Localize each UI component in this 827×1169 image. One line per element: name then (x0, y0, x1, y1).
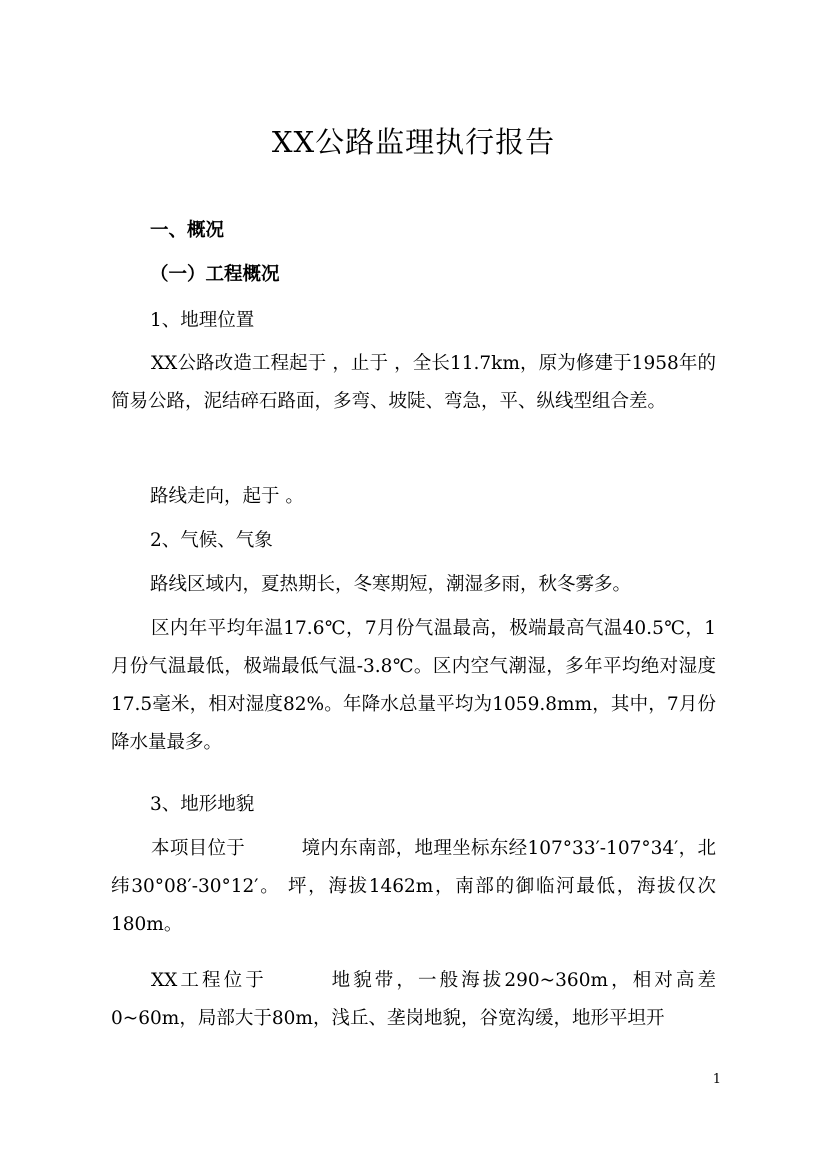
paragraph-terrain-landform: XX工程位于 地貌带，一般海拔290~360m，相对高差0~60m，局部大于80m，浅丘、垄岗地貌，谷宽沟缓，地形平坦开 (111, 970, 716, 1029)
paragraph-climate-summary: 路线区域内，夏热期长，冬寒期短，潮湿多雨，秋冬雾多。 (150, 574, 632, 595)
paragraph-route: 路线走向，起于 。 (150, 486, 304, 507)
paragraph-terrain-location: 本项目位于 境内东南部，地理坐标东经107°33′-107°34′，北纬30°08′-30°12′。 坪，海拔1462m，南部的御临河最低，海拔仅次180m。 (111, 838, 716, 935)
page-number: 1 (712, 1072, 721, 1087)
paragraph-climate-detail: 区内年平均年温17.6℃，7月份气温最高，极端最高气温40.5℃，1月份气温最低，极端最低气温-3.8℃。区内空气潮湿，多年平均绝对湿度17.5毫米，相对湿度82%。年降水总量平均为1059.8mm，其中，7月份降水量最多。 (111, 618, 716, 753)
section-heading: 一、概况 (150, 220, 225, 241)
item-heading-location: 1、地理位置 (150, 310, 255, 331)
subsection-heading: （一）工程概况 (150, 264, 280, 285)
item-heading-climate: 2、气候、气象 (150, 530, 273, 551)
paragraph-location: XX公路改造工程起于 ，止于 ，全长11.7km，原为修建于1958年的简易公路，泥结碎石路面，多弯、坡陡、弯急，平、纵线型组合差。 (111, 353, 716, 412)
item-heading-terrain: 3、地形地貌 (150, 794, 255, 815)
document-title: XX公路监理执行报告 (271, 125, 556, 159)
